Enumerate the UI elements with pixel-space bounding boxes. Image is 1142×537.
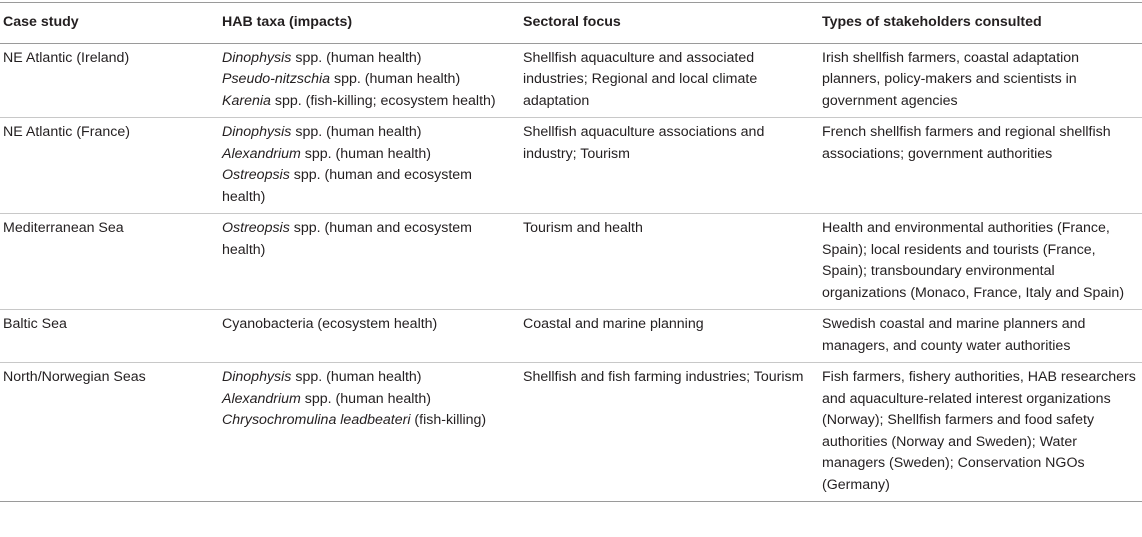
hab-taxa-cell [219, 214, 520, 310]
taxon-impact: spp. (human health) [330, 71, 461, 87]
table-row [0, 363, 1142, 502]
stakeholders-cell: Health and environmental authorities (France, Spain); local residents and tourists (France, Spain); transboundary environmental organizations (Monaco, France, Italy and Spain) [822, 220, 1125, 301]
hab-taxa-cell [219, 363, 520, 502]
taxon-entry [222, 122, 516, 144]
taxon-impact: spp. (human and ecosystem health) [222, 220, 472, 258]
taxon-impact: spp. (human health) [291, 369, 422, 385]
taxon-impact: spp. (fish-killing; ecosystem health) [270, 92, 496, 109]
stakeholders-cell: Swedish coastal and marine planners and managers, and county water authorities [822, 316, 1086, 354]
taxon-impact: Cyanobacteria (ecosystem health) [222, 316, 438, 332]
taxon-genus: Pseudo-nitzschia [222, 71, 331, 87]
table-row [0, 43, 1142, 118]
stakeholders-cell: Fish farmers, fishery authorities, HAB researchers and aquaculture-related interest organizations (Norway); Shellfish farmers and food safety authorities (Norway and Sweden); Water managers (Sweden); Conservation NGOs (Germany) [822, 369, 1136, 493]
header-sectoral-focus: Sectoral focus [523, 14, 621, 30]
taxon-impact: spp. (human health) [300, 145, 431, 162]
stakeholders-cell: Irish shellfish farmers, coastal adaptation planners, policy-makers and scientists in government agencies [822, 49, 1080, 109]
sectoral-focus-cell: Tourism and health [523, 220, 643, 236]
header-hab-taxa: HAB taxa (impacts) [222, 14, 353, 30]
header-stakeholders: Types of stakeholders consulted [822, 14, 1042, 30]
sectoral-focus-cell: Shellfish aquaculture associations and industry; Tourism [523, 124, 765, 162]
taxon-genus: Dinophysis [222, 369, 292, 385]
taxon-entry [222, 91, 516, 113]
taxon-impact: spp. (human health) [291, 49, 422, 66]
taxon-entry [222, 48, 516, 70]
hab-taxa-cell [219, 310, 520, 363]
taxon-genus: Chrysochromulina leadbeateri [222, 412, 411, 428]
taxon-entry [222, 144, 516, 166]
taxon-impact: (fish-killing) [410, 412, 487, 428]
table-header-row [0, 3, 1142, 44]
taxon-genus: Karenia [222, 92, 271, 109]
taxon-impact: spp. (human health) [291, 124, 422, 140]
sectoral-focus-cell: Shellfish aquaculture and associated industries; Regional and local climate adaptation [523, 49, 758, 109]
sectoral-focus-cell: Shellfish and fish farming industries; Tourism [523, 369, 804, 385]
table-row [0, 118, 1142, 214]
case-study-cell: NE Atlantic (France) [3, 124, 130, 140]
taxon-entry [222, 314, 516, 336]
taxon-entry [222, 367, 516, 389]
table-row [0, 310, 1142, 363]
taxon-impact: spp. (human and ecosystem health) [222, 167, 472, 205]
taxon-genus: Dinophysis [222, 49, 292, 66]
hab-taxa-cell [219, 118, 520, 214]
case-study-table [0, 2, 1142, 502]
taxon-genus: Ostreopsis [222, 167, 290, 183]
taxon-entry [222, 165, 516, 208]
case-study-cell: North/Norwegian Seas [3, 369, 146, 385]
taxon-genus: Dinophysis [222, 124, 292, 140]
stakeholders-cell: French shellfish farmers and regional shellfish associations; government authorities [822, 124, 1111, 162]
taxon-impact: spp. (human health) [300, 390, 431, 407]
header-case-study: Case study [3, 14, 79, 30]
case-study-cell: NE Atlantic (Ireland) [3, 49, 130, 66]
case-study-cell: Mediterranean Sea [3, 220, 124, 236]
taxon-genus: Ostreopsis [222, 220, 290, 236]
taxon-genus: Alexandrium [222, 145, 301, 162]
taxon-genus: Alexandrium [222, 390, 301, 407]
taxon-entry [222, 69, 516, 91]
table-row [0, 214, 1142, 310]
sectoral-focus-cell: Coastal and marine planning [523, 316, 704, 332]
taxon-entry [222, 218, 516, 261]
taxon-entry [222, 389, 516, 411]
case-study-cell: Baltic Sea [3, 316, 67, 332]
taxon-entry [222, 410, 516, 432]
hab-taxa-cell [219, 43, 520, 118]
